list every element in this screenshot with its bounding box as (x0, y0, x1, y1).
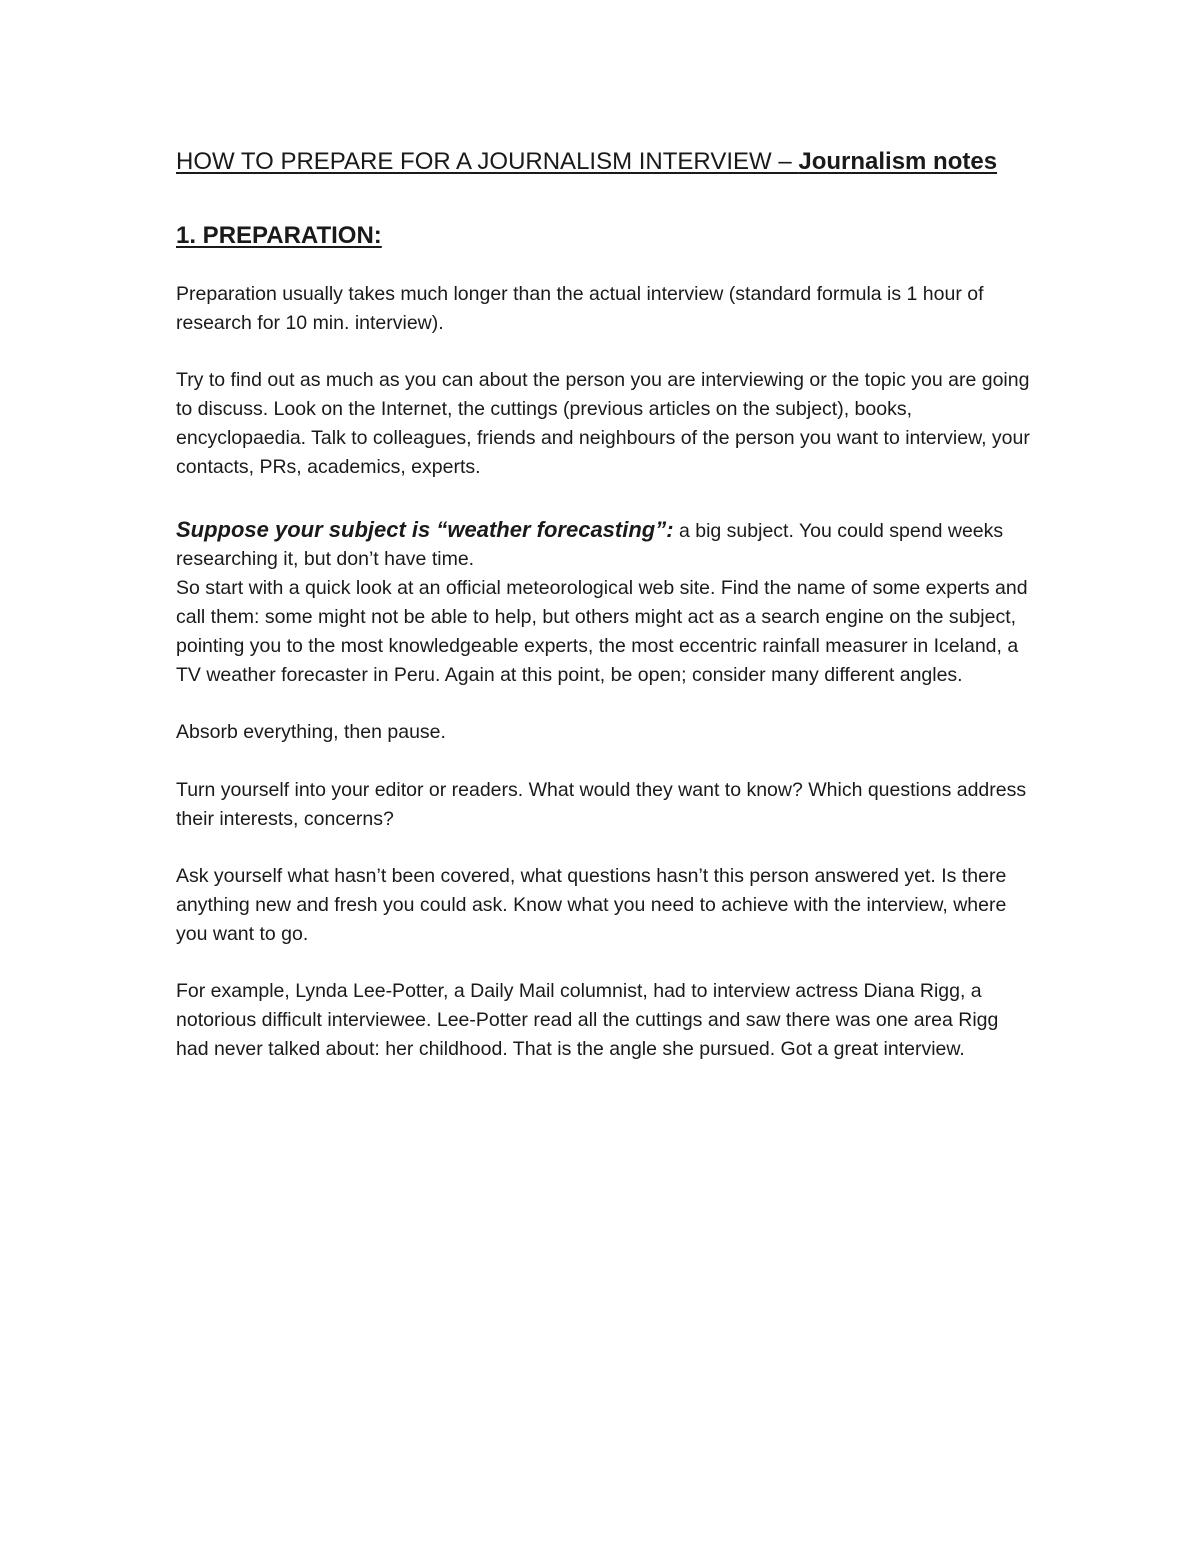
paragraph-absorb: Absorb everything, then pause. (176, 721, 446, 744)
paragraph-editor-readers: Turn yourself into your editor or readers. What would they want to know? Which questions address their interests, concerns? (176, 778, 1027, 830)
document-title (176, 143, 1036, 181)
paragraph-weather-lead: Suppose your subject is “weather forecasting”: (176, 516, 674, 542)
document-body (176, 143, 1036, 1064)
document-title-main: HOW TO PREPARE FOR A JOURNALISM INTERVIEW – (176, 148, 799, 175)
paragraph-weather-rest: a big subject. You could spend weeks researching it, but don’t have time. (176, 519, 1004, 571)
paragraph-research-time: Preparation usually takes much longer than the actual interview (standard formula is 1 hour of research for 10 min. interview). (176, 283, 984, 334)
document-title-subtitle: Journalism notes (798, 148, 998, 175)
paragraph-find-out: Try to find out as much as you can about the person you are interviewing or the topic you are going to discuss. Look on the Internet, the cuttings (previous articles on the subject), books, encyclopaedia. Talk to colleagues, friends and neighbours of the person you want to interview, your contacts, PRs, academics, experts. (176, 369, 1030, 478)
paragraph-lee-potter-example: For example, Lynda Lee-Potter, a Daily Mail columnist, had to interview actress Diana Rigg, a notorious difficult interviewee. Lee-Potter read all the cuttings and saw there was one area Rigg had never talked about: her childhood. That is the angle she pursued. Got a great interview. (176, 980, 999, 1060)
section-heading-preparation: 1. PREPARATION: (176, 222, 382, 249)
paragraph-start-quick-look: So start with a quick look at an official meteorological web site. Find the name of some experts and call them: some might not be able to help, but others might act as a search engine on the subject, pointing you to the most knowledgeable experts, the most eccentric rainfall measurer in Iceland, a TV weather forecaster in Peru. Again at this point, be open; consider many different angles. (176, 577, 1028, 686)
paragraph-not-covered: Ask yourself what hasn’t been covered, what questions hasn’t this person answered yet. Is there anything new and fresh you could ask. Know what you need to achieve with the interview, where you want to go. (176, 865, 1007, 945)
paragraph-weather-example (176, 516, 1036, 575)
